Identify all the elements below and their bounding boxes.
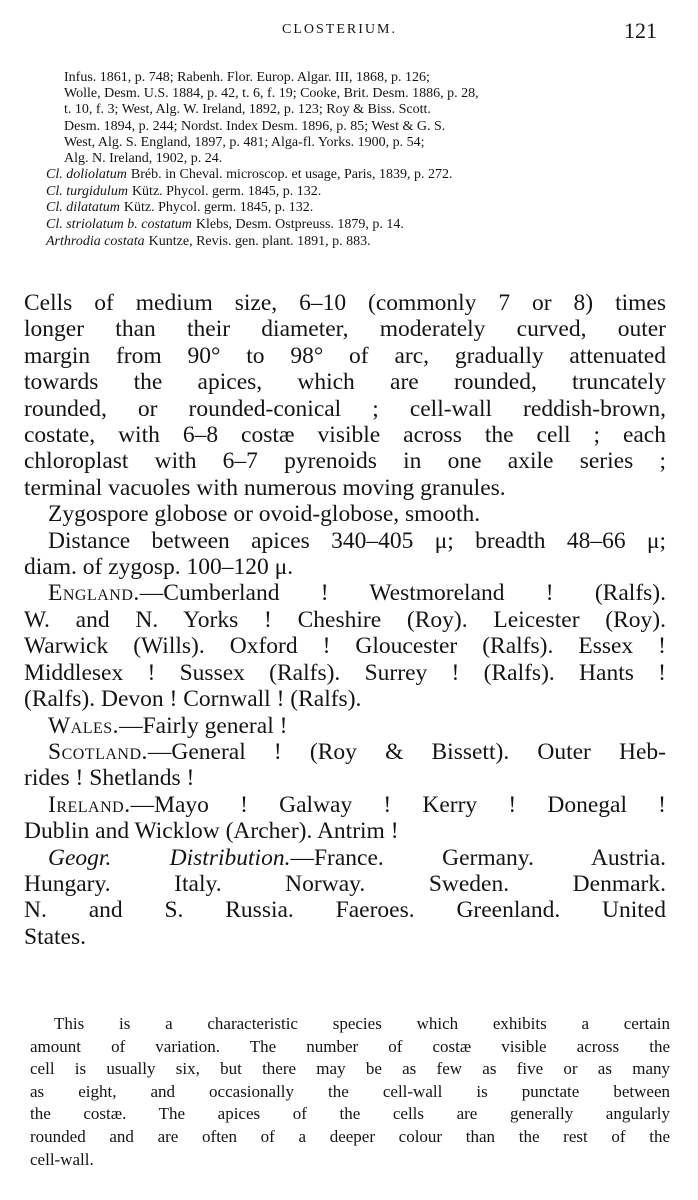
ireland-line [24,792,666,818]
england-label: England. [48,580,140,607]
england-line: Middlesex ! Sussex (Ralfs). Surrey ! (Ralfs). Hants ! [24,659,666,686]
synonymy-block [46,70,666,250]
synonym-entry [46,234,666,251]
reference-line: Wolle, Desm. U.S. 1884, p. 42, t. 6, f. 19; Cooke, Brit. Desm. 1886, p. 28, [64,86,479,102]
note-line: the costæ. The apices of the cells are generally angularly [30,1104,670,1124]
dimensions-line: diam. of zygosp. 100–120 μ. [24,554,294,581]
note-line: as eight, and occasionally the cell-wall is punctate between [30,1081,670,1101]
synonym-name: Cl. striolatum b. costatum [46,217,192,232]
england-line: Warwick (Wills). Oxford ! Gloucester (Ralfs). Essex ! [24,633,666,660]
scotland-line: rides ! Shetlands ! [24,765,195,792]
synonym-name: Cl. turgidulum [46,183,128,199]
synonym-citation: Kütz. Phycol. germ. 1845, p. 132. [131,183,322,199]
zygospore-line: Zygospore globose or ovoid-globose, smooth. [48,501,481,528]
ireland-label: Ireland. [48,791,131,818]
england-text: —Cumberland ! Westmoreland ! (Ralfs). [139,580,666,607]
synonym-entry [46,200,666,217]
reference-line: Infus. 1861, p. 748; Rabenh. Flor. Europ. Algar. III, 1868, p. 126; [64,70,430,85]
remarks-note [30,1013,670,1171]
geographic-distribution-line: States. [24,923,87,950]
reference-list [64,70,666,167]
synonym-entry [46,217,666,234]
description-line: Cells of medium size, 6–10 (commonly 7 or 8) times [24,290,666,316]
geographic-distribution-line [24,845,666,871]
description-line: margin from 90° to 98° of arc, gradually attenuated [24,342,666,369]
england-line: (Ralfs). Devon ! Cornwall ! (Ralfs). [24,686,362,713]
reference-line: West, Alg. S. England, 1897, p. 481; Alga-fl. Yorks. 1900, p. 54; [64,134,425,150]
note-line: amount of variation. The number of costæ visible across the [30,1036,670,1056]
description-line: rounded, or rounded-conical ; cell-wall reddish-brown, [24,395,666,422]
running-title: CLOSTERIUM. [282,22,397,37]
ireland-line: Dublin and Wicklow (Archer). Antrim ! [24,818,399,845]
synonym-citation: Kütz. Phycol. germ. 1845, p. 132. [123,200,314,216]
description-line: longer than their diameter, moderately curved, outer [24,316,666,343]
geographic-distribution-label: Geogr. Distribution. [48,844,291,871]
description-line: towards the apices, which are rounded, truncately [24,369,666,396]
scotland-text: —General ! (Roy & Bissett). Outer Heb- [147,738,666,765]
scotland-label: Scotland. [48,738,148,765]
geographic-distribution-line: Hungary. Italy. Norway. Sweden. Denmark. [24,870,666,897]
description-line: chloroplast with 6–7 pyrenoids in one axile series ; [24,448,666,475]
synonym-citation: Kuntze, Revis. gen. plant. 1891, p. 883. [148,233,371,249]
page-header [0,18,698,48]
synonym-citation: Klebs, Desm. Ostpreuss. 1879, p. 14. [195,217,404,232]
synonym-entry [46,184,666,201]
note-line: rounded and are often of a deeper colour than the rest of the [30,1126,670,1146]
reference-line: Desm. 1894, p. 244; Nordst. Index Desm. 1896, p. 85; West & G. S. [64,118,446,134]
description-line: costate, with 6–8 costæ visible across the cell ; each [24,422,666,449]
note-line: cell is usually six, but there may be as few as five or as many [30,1059,670,1079]
geographic-distribution-text: —France. Germany. Austria. [290,844,666,871]
wales-label: Wales. [48,712,120,739]
synonym-name: Cl. dilatatum [46,200,120,216]
wales-line [24,713,666,739]
description-line: terminal vacuoles with numerous moving granules. [24,474,506,501]
note-line: cell-wall. [30,1149,94,1169]
reference-line: Alg. N. Ireland, 1902, p. 24. [64,151,223,167]
note-line: This is a characteristic species which exhibits a certain [54,1014,670,1033]
species-description [24,290,666,950]
scotland-line [24,739,666,765]
dimensions-line: Distance between apices 340–405 μ; breadth 48–66 μ; [48,527,666,554]
england-line: W. and N. Yorks ! Cheshire (Roy). Leicester (Roy). [24,606,666,633]
wales-text: —Fairly general ! [119,712,288,739]
synonym-list [46,167,666,250]
reference-line: t. 10, f. 3; West, Alg. W. Ireland, 1892, p. 123; Roy & Biss. Scott. [64,102,431,118]
england-line [24,580,666,606]
ireland-text: —Mayo ! Galway ! Kerry ! Donegal ! [130,791,666,818]
synonym-citation: Bréb. in Cheval. microscop. et usage, Paris, 1839, p. 272. [130,167,453,183]
synonym-name: Cl. doliolatum [46,167,127,183]
synonym-name: Arthrodia costata [46,233,145,249]
geographic-distribution-line: N. and S. Russia. Faeroes. Greenland. United [24,897,666,924]
page-number: 121 [624,18,657,43]
synonym-entry [46,167,666,184]
